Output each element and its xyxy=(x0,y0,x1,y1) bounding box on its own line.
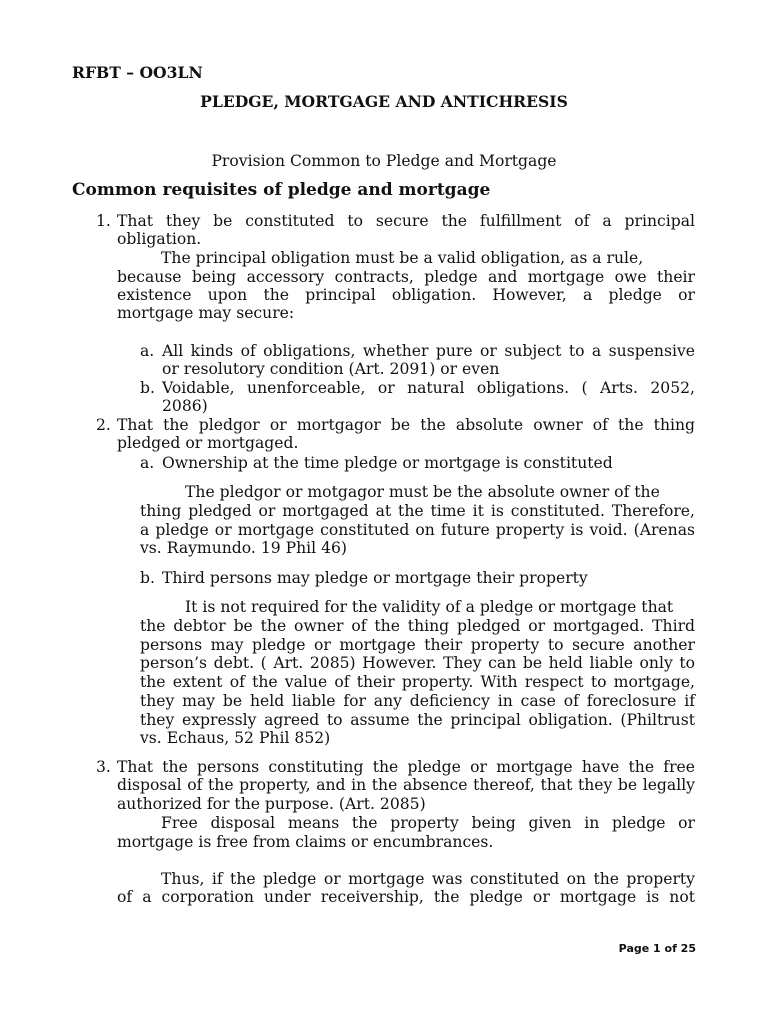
paragraph-line: the extent of the value of their property. With respect to mortgage, xyxy=(140,673,695,691)
paragraph-line: persons may pledge or mortgage their property to secure another xyxy=(140,636,695,654)
paragraph-line: of a corporation under receivership, the pledge or mortgage is not xyxy=(117,888,695,906)
paragraph-line: The principal obligation must be a valid obligation, as a rule, xyxy=(161,249,644,267)
paragraph-line: The pledgor or motgagor must be the absolute owner of the xyxy=(185,483,660,501)
paragraph-line: mortgage is free from claims or encumbrances. xyxy=(117,833,494,851)
list-item-line: pledged or mortgaged. xyxy=(117,434,299,452)
sublist-heading: Third persons may pledge or mortgage their property xyxy=(162,569,588,587)
section-heading: Common requisites of pledge and mortgage xyxy=(72,180,491,200)
list-item-line: authorized for the purpose. (Art. 2085) xyxy=(117,795,426,813)
paragraph-line: It is not required for the validity of a pledge or mortgage that xyxy=(185,598,674,616)
list-item-line: That they be constituted to secure the fulfillment of a principal xyxy=(117,212,695,230)
sublist-label: b. xyxy=(140,379,155,397)
page-number: Page 1 of 25 xyxy=(618,942,696,955)
sublist-label: a. xyxy=(140,454,155,472)
sublist-label: b. xyxy=(140,569,155,587)
paragraph-line: the debtor be the owner of the thing pledged or mortgaged. Third xyxy=(140,617,695,635)
list-number: 1. xyxy=(96,212,111,230)
list-item-line: obligation. xyxy=(117,230,202,248)
paragraph-line: Free disposal means the property being given in pledge or xyxy=(161,814,695,832)
list-item-line: That the persons constituting the pledge or mortgage have the free xyxy=(117,758,695,776)
paragraph-line: Thus, if the pledge or mortgage was constituted on the property xyxy=(161,870,695,888)
list-item-line: disposal of the property, and in the absence thereof, that they be legally xyxy=(117,776,695,794)
sublist-line: All kinds of obligations, whether pure or subject to a suspensive xyxy=(162,342,695,360)
paragraph-line: person’s debt. ( Art. 2085) However. They can be held liable only to xyxy=(140,654,695,672)
paragraph-line: a pledge or mortgage constituted on future property is void. (Arenas xyxy=(140,521,695,539)
document-code: RFBT – OO3LN xyxy=(72,63,203,82)
sublist-line: Voidable, unenforceable, or natural obligations. ( Arts. 2052, xyxy=(162,379,695,397)
list-item-line: That the pledgor or mortgagor be the absolute owner of the thing xyxy=(117,416,695,434)
paragraph-line: they may be held liable for any deficiency in case of foreclosure if xyxy=(140,692,695,710)
paragraph-line: because being accessory contracts, pledge and mortgage owe their xyxy=(117,268,695,286)
paragraph-line: they expressly agreed to assume the principal obligation. (Philtrust xyxy=(140,711,695,729)
paragraph-line: thing pledged or mortgaged at the time it is constituted. Therefore, xyxy=(140,502,695,520)
paragraph-line: vs. Raymundo. 19 Phil 46) xyxy=(140,539,348,557)
sublist-line: 2086) xyxy=(162,397,208,415)
sublist-heading: Ownership at the time pledge or mortgage is constituted xyxy=(162,454,613,472)
list-number: 2. xyxy=(96,416,111,434)
sublist-label: a. xyxy=(140,342,155,360)
paragraph-line: existence upon the principal obligation. However, a pledge or xyxy=(117,286,695,304)
list-number: 3. xyxy=(96,758,111,776)
section-subtitle: Provision Common to Pledge and Mortgage xyxy=(211,152,557,170)
document-title: PLEDGE, MORTGAGE AND ANTICHRESIS xyxy=(200,92,568,111)
paragraph-line: vs. Echaus, 52 Phil 852) xyxy=(140,729,331,747)
sublist-line: or resolutory condition (Art. 2091) or even xyxy=(162,360,500,378)
paragraph-line: mortgage may secure: xyxy=(117,304,295,322)
